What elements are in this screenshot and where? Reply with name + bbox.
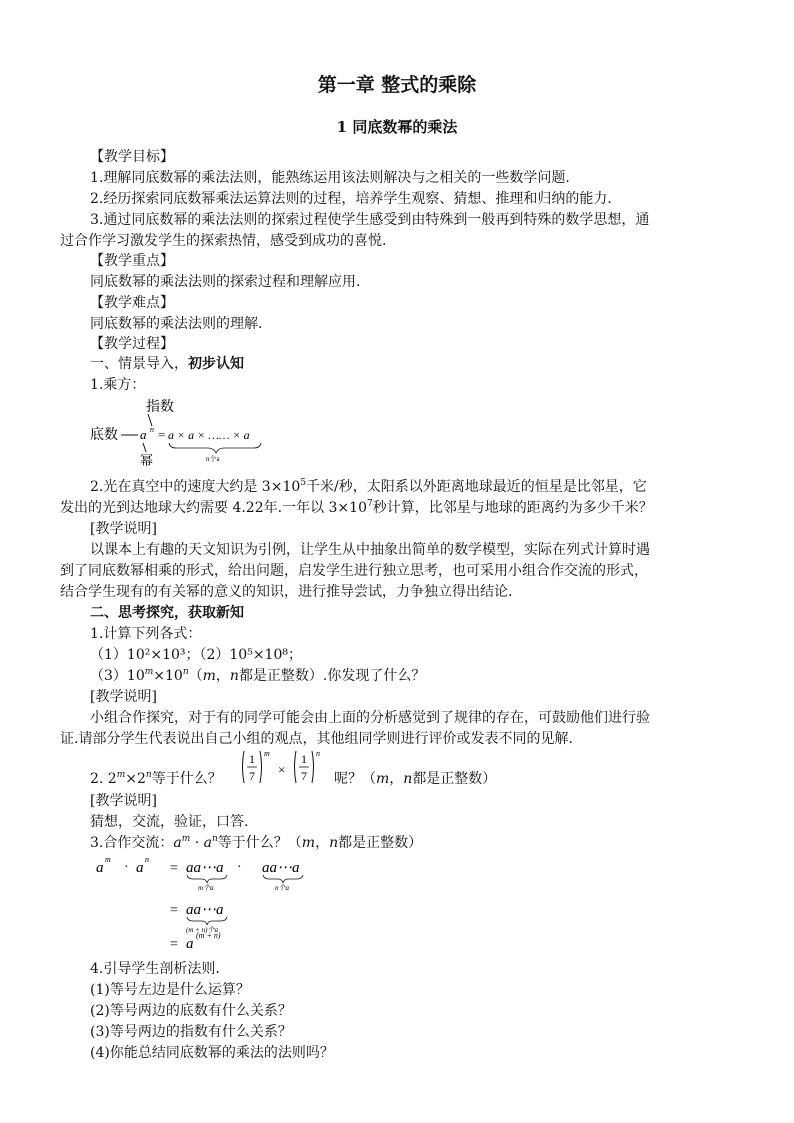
power-product-derivation [94, 852, 334, 952]
question-2-part-d: 秒计算，比邻星与地球的距离约为多少千米？ [372, 500, 653, 516]
exp-m: m [144, 667, 154, 677]
calc-items-1-2: （1）10²×10³；（2）10⁵×10⁸； [90, 647, 302, 663]
teaching-note-1c: 结合学生现有的有关幂的意义的知识，进行推导尝试，力争独立得出结论. [60, 584, 513, 600]
teaching-note-2b: 证.请部分学生代表说出自己小组的观点，其他组同学则进行评价或发表不同的见解. [60, 731, 573, 747]
exp-n-2: n [145, 770, 152, 780]
exp-n: n [182, 667, 189, 677]
process-heading: 【教学过程】 [90, 336, 174, 352]
frac-1-denominator: 7 [249, 769, 255, 783]
section-1-heading [90, 355, 244, 373]
question-2-part-c: 发出的光到达地球大约需要 4.22年.一年以 3×10 [60, 500, 367, 516]
mn-count-label: (m + n)个a [186, 926, 218, 934]
section-1-emphasis: 初步认知 [188, 356, 244, 372]
q-frac-part-b: ×2 [125, 771, 146, 787]
guide-question-4: (4)你能总结同底数幂的乘法的法则吗？ [90, 1045, 334, 1061]
power-label-mi: 幂 [140, 453, 154, 466]
product-expression: a × a × …… × a [168, 428, 250, 442]
frac-2-exponent: n [316, 749, 320, 758]
chapter-title: 第一章 整式的乘除 [317, 74, 477, 96]
difficulty-heading: 【教学难点】 [90, 295, 174, 311]
q-frac-part-d: 呢？（ [334, 771, 376, 787]
power-exponent-n: n [150, 425, 154, 434]
guide-heading: 4.引导学生剖析法则. [90, 961, 220, 977]
frac-1-exponent: m [264, 749, 270, 758]
difficulty-point: 同底数幂的乘法法则的理解. [90, 316, 263, 332]
exponent-7: 7 [366, 499, 373, 509]
n-count-label: n个a [206, 455, 220, 463]
exponent-5: 5 [300, 478, 306, 488]
teaching-note-heading-3: [教学说明] [90, 793, 157, 809]
coop-part-a: 3.合作交流： [90, 835, 174, 851]
n-count-label-2: n个a [275, 884, 289, 892]
objective-3b: 过合作学习激发学生的探索热情，感受到成功的喜悦. [60, 233, 387, 249]
derivation-dot-2: · [237, 860, 242, 875]
calc-label: 1.计算下列各式： [90, 626, 202, 642]
objective-2: 2.经历探索同底数幂乘法运算法则的过程，培养学生观察、猜想、推理和归纳的能力. [90, 191, 612, 207]
frac-1-numerator: 1 [249, 752, 255, 766]
calc-3-part-d: ， [215, 668, 230, 684]
lesson-title: 1 同底数幂的乘法 [336, 118, 458, 136]
key-heading: 【教学重点】 [90, 253, 174, 269]
guide-question-2: (2)等号两边的底数有什么关系？ [90, 1003, 292, 1019]
m-count-label: m个a [198, 884, 214, 892]
derivation-lhs-m: m [105, 855, 111, 864]
derivation-eq-2: = [170, 903, 178, 918]
objectives-heading: 【教学目标】 [90, 149, 174, 165]
coop-part-b: 等于什么？（ [217, 835, 302, 851]
times-sign: × [278, 762, 286, 777]
teaching-note-1b: 到了同底数幂相乘的形式，给出问题，启发学生进行独立思考，也可采用小组合作交流的形式， [60, 563, 648, 579]
section-1-prefix: 一、情景导入， [90, 356, 188, 372]
product-brace [169, 443, 261, 453]
teaching-note-2a: 小组合作探究，对于有的同学可能会由上面的分析感觉到了规律的存在，可鼓励他们进行验 [90, 710, 650, 726]
objective-1: 1.理解同底数幂的乘法法则，能熟练运用该法则解决与之相关的一些数学问题. [90, 170, 570, 186]
section-2-heading: 二、思考探究，获取新知 [90, 605, 244, 621]
power-notation-diagram [88, 396, 278, 466]
calc-3-part-b: ×10 [153, 668, 183, 684]
teaching-note-1a: 以课本上有趣的天文知识为引例，让学生从中抽象出简单的数学模型，实际在列式计算时遇 [90, 542, 650, 558]
calc-3-part-c: （ [188, 668, 203, 684]
derivation-lhs-a1: a [96, 860, 104, 876]
derivation-result-exponent: (m + n) [196, 931, 221, 940]
equals-sign: = [158, 427, 166, 442]
fraction-power-expression [240, 748, 332, 786]
brace-m [187, 875, 227, 883]
var-n-2: n [403, 771, 413, 787]
coop-exp-n: n [211, 834, 218, 844]
coop-var-n: n [329, 835, 339, 851]
calc-3-part-e: 都是正整数）.你发现了什么？ [238, 668, 426, 684]
right-paren-2 [312, 751, 314, 783]
q-frac-part-c: 等于什么？ [151, 771, 222, 787]
derivation-eq-1: = [170, 861, 178, 876]
derivation-lhs-a2: a [136, 860, 144, 876]
base-label: 底数 [90, 428, 118, 443]
teaching-note-heading-2: [教学说明] [90, 689, 157, 705]
frac-2-denominator: 7 [301, 769, 307, 783]
derivation-result-a: a [186, 936, 194, 952]
question-2-part-a: 2.光在真空中的速度大约是 3×10 [90, 479, 301, 495]
guide-question-3: (3)等号两边的指数有什么关系？ [90, 1024, 292, 1040]
cooperation-question: 3.合作交流：$a^m \cdot a^n$等于什么？（m，n都是正整数） [90, 834, 423, 851]
coop-exp-m: m [181, 834, 191, 844]
var-m: m [202, 668, 216, 684]
derivation-eq-3: = [170, 937, 178, 952]
power-base-a: a [140, 427, 147, 442]
brace-n [263, 875, 303, 883]
derivation-prod-m: aa⋯a [186, 860, 224, 876]
calc-3-part-a: （3）10 [90, 668, 145, 684]
exponent-label: 指数 [146, 400, 174, 415]
key-point: 同底数幂的乘法法则的探索过程和理解应用. [90, 274, 361, 290]
objective-3a: 3.通过同底数幂的乘法法则的探索过程使学生感受到由特殊到一般再到特殊的数学思想，通 [90, 212, 650, 228]
teaching-note-heading-1: [教学说明] [90, 521, 157, 537]
q-frac-part-a: 2. 2 [90, 771, 117, 787]
power-label: 1.乘方： [90, 377, 146, 393]
derivation-lhs-n: n [145, 855, 149, 864]
calc-item-3 [90, 667, 425, 685]
question-2-line-1 [90, 478, 647, 496]
brace-mn [187, 917, 227, 925]
left-paren-1 [243, 751, 245, 783]
exp-m-2: m [116, 770, 126, 780]
frac-2-numerator: 1 [301, 752, 307, 766]
question-2-part-b: 千米/秒，太阳系以外距离地球最近的恒星是比邻星，它 [306, 479, 647, 495]
question-power-tail: 呢？（m，n都是正整数） [334, 771, 497, 787]
derivation-prod-n: aa⋯a [262, 860, 300, 876]
left-paren-2 [295, 751, 297, 783]
coop-part-c: 都是正整数） [338, 835, 423, 851]
right-paren-1 [260, 751, 262, 783]
var-n: n [229, 668, 239, 684]
teaching-note-3: 猜想，交流，验证，口答. [90, 814, 249, 830]
derivation-dot-1: · [124, 860, 129, 875]
guide-question-1: (1)等号左边是什么运算？ [90, 982, 250, 998]
var-m-2: m [376, 771, 390, 787]
derivation-prod-mn: aa⋯a [186, 902, 224, 918]
power-arrow [143, 443, 146, 452]
question-2-line-2 [60, 499, 653, 517]
coop-var-m: m [301, 835, 316, 851]
q-frac-part-e: 都是正整数） [412, 771, 497, 787]
question-power-product [90, 770, 222, 788]
